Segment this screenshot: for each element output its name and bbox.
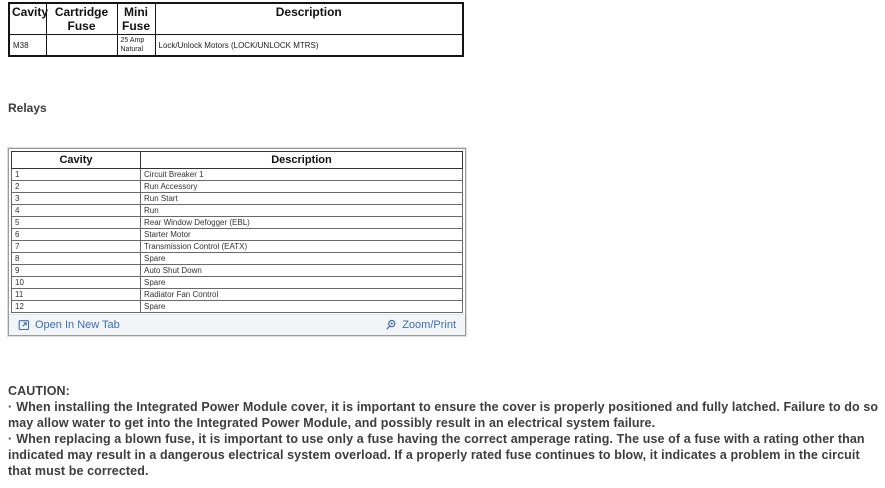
relay-widget-footer <box>9 314 465 335</box>
caution-text: When replacing a blown fuse, it is important to use only a fuse having the correct amperage rating. The use of a fuse with a rating other than indicated may result in a dangerous electrical system overload. If a properly rated fuse continues to blow, it indicates a problem in the circuit that must be corrected. <box>8 432 865 478</box>
relay-cavity: 11 <box>12 289 141 301</box>
relay-cavity: 2 <box>12 181 141 193</box>
caution-section <box>8 383 880 479</box>
relay-description: Auto Shut Down <box>141 265 463 277</box>
caution-item <box>8 431 880 479</box>
relay-cavity: 5 <box>12 217 141 229</box>
relay-cavity: 4 <box>12 205 141 217</box>
open-in-new-tab-link[interactable] <box>18 319 120 331</box>
fuse-table-header-row <box>9 3 463 35</box>
fuse-header-description: Description <box>155 3 463 35</box>
relay-description: Transmission Control (EATX) <box>141 241 463 253</box>
zoom-print-label: Zoom/Print <box>402 319 456 331</box>
table-row <box>12 241 463 253</box>
table-row <box>12 265 463 277</box>
relay-header-cavity: Cavity <box>12 152 141 169</box>
table-row <box>12 169 463 181</box>
relay-description: Circuit Breaker 1 <box>141 169 463 181</box>
table-row <box>12 181 463 193</box>
table-row <box>12 277 463 289</box>
relay-description: Run Start <box>141 193 463 205</box>
relay-cavity: 10 <box>12 277 141 289</box>
relay-description: Spare <box>141 301 463 313</box>
relay-description: Spare <box>141 253 463 265</box>
zoom-print-link[interactable] <box>385 319 456 331</box>
caution-bullet: · <box>8 432 13 446</box>
caution-title: CAUTION: <box>8 384 70 398</box>
relay-cavity: 12 <box>12 301 141 313</box>
table-row <box>12 301 463 313</box>
relay-description: Spare <box>141 277 463 289</box>
fuse-table <box>8 2 464 57</box>
relays-heading: Relays <box>8 101 47 115</box>
table-row <box>12 205 463 217</box>
relay-description: Run <box>141 205 463 217</box>
relay-cavity: 6 <box>12 229 141 241</box>
relay-cavity: 8 <box>12 253 141 265</box>
relay-table <box>11 151 463 313</box>
table-row <box>12 193 463 205</box>
relay-description: Rear Window Defogger (EBL) <box>141 217 463 229</box>
relay-header-description: Description <box>141 152 463 169</box>
fuse-header-cavity: Cavity <box>9 3 46 35</box>
table-row <box>12 217 463 229</box>
relay-cavity: 9 <box>12 265 141 277</box>
relay-description: Run Accessory <box>141 181 463 193</box>
fuse-header-cartridge-fuse: Cartridge Fuse <box>46 3 117 35</box>
caution-bullet: · <box>8 400 13 414</box>
open-in-new-tab-label: Open In New Tab <box>35 319 120 331</box>
fuse-cell-mini-fuse: 25 Amp Natural <box>117 35 155 57</box>
relay-cavity: 7 <box>12 241 141 253</box>
fuse-cell-cartridge-fuse <box>46 35 117 57</box>
fuse-cell-cavity: M38 <box>9 35 46 57</box>
open-in-new-tab-icon <box>18 319 30 331</box>
relay-description: Starter Motor <box>141 229 463 241</box>
table-row <box>12 289 463 301</box>
relay-table-widget <box>8 148 466 336</box>
magnifier-icon <box>385 319 397 331</box>
fuse-table-row <box>9 35 463 57</box>
relay-cavity: 1 <box>12 169 141 181</box>
table-row <box>12 229 463 241</box>
relay-cavity: 3 <box>12 193 141 205</box>
relay-description: Radiator Fan Control <box>141 289 463 301</box>
caution-text: When installing the Integrated Power Module cover, it is important to ensure the cover is properly positioned and fully latched. Failure to do so may allow water to get into the Integrated Power Module, and possibly result in an electrical system failure. <box>8 400 879 430</box>
relay-table-header-row <box>12 152 463 169</box>
table-row <box>12 253 463 265</box>
fuse-header-mini-fuse: Mini Fuse <box>117 3 155 35</box>
caution-item <box>8 399 880 431</box>
fuse-cell-description: Lock/Unlock Motors (LOCK/UNLOCK MTRS) <box>155 35 463 57</box>
